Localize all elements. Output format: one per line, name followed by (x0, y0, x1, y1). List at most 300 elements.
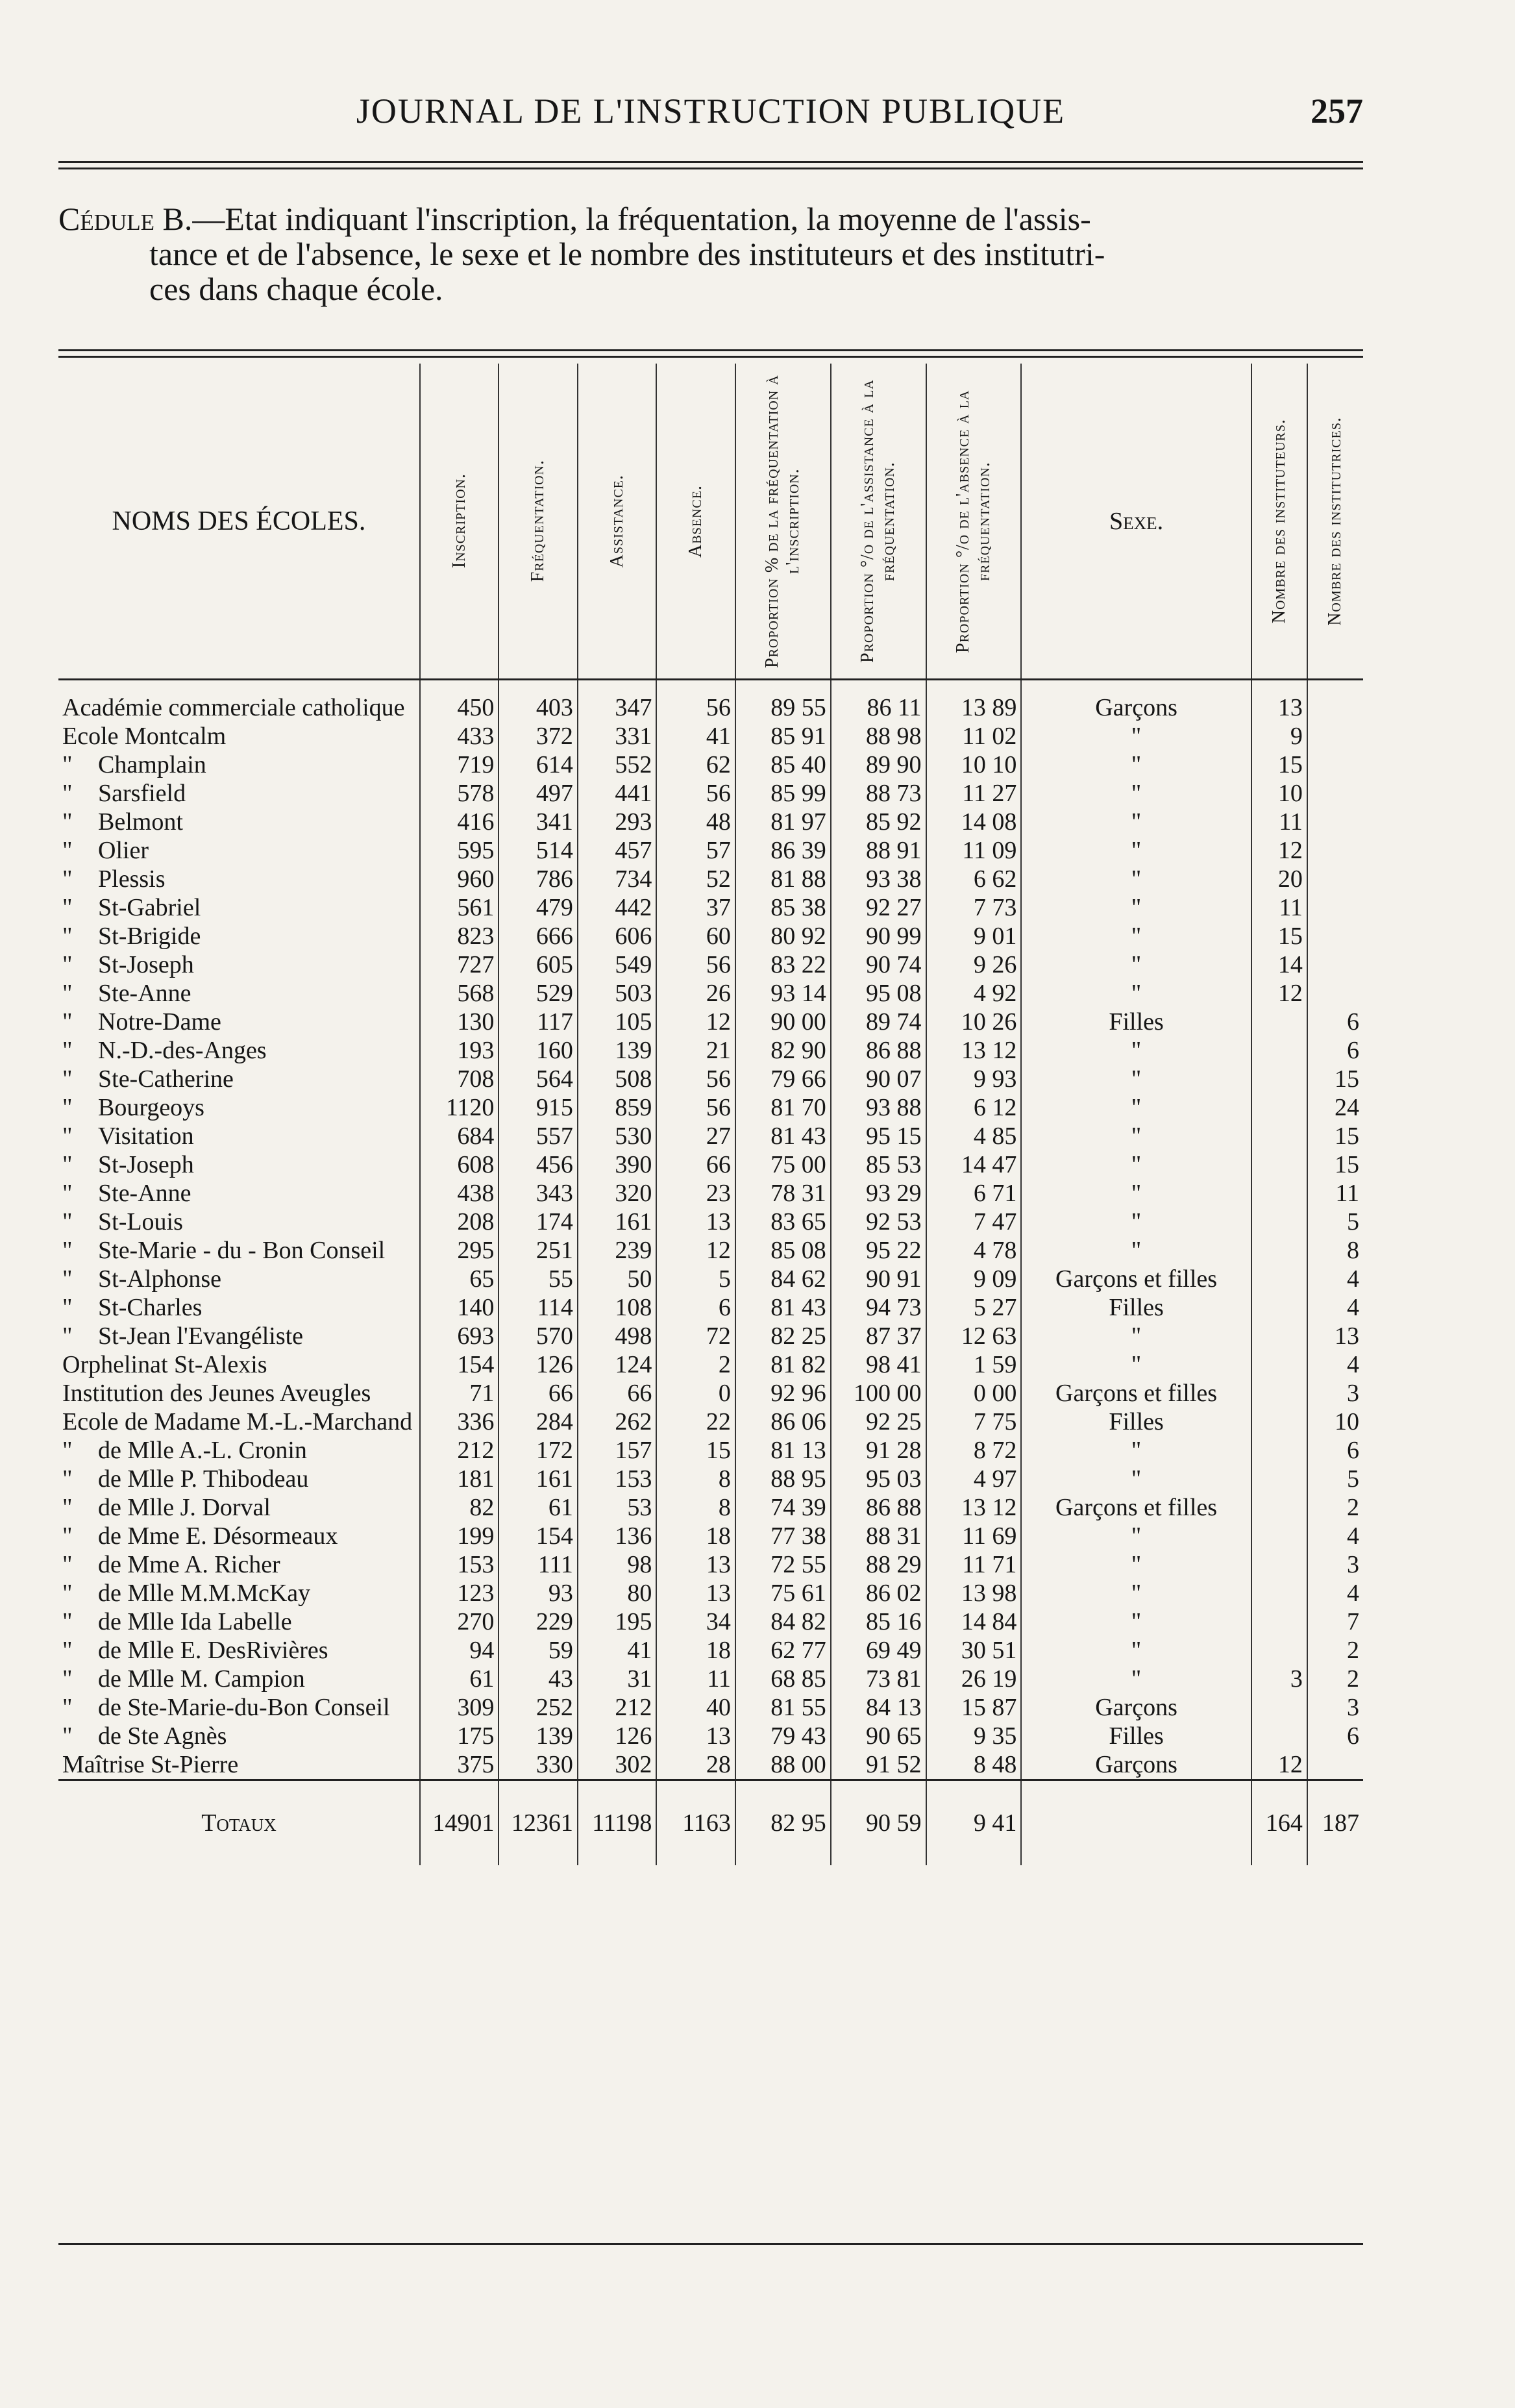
school-name-text: Champlain (98, 751, 206, 778)
cell-absence: 62 (656, 751, 735, 779)
table-rule-top-2 (58, 356, 1363, 358)
cell-prop-freq-inscription: 86 39 (735, 836, 831, 865)
school-name-text: N.-D.-des-Anges (98, 1037, 267, 1064)
cell-school-name (58, 1008, 420, 1036)
running-title: JOURNAL DE L'INSTRUCTION PUBLIQUE (356, 92, 1066, 130)
cell-institutrices: 8 (1307, 1236, 1363, 1265)
cell-inscription: 199 (420, 1522, 499, 1550)
cell-assistance: 53 (578, 1493, 657, 1522)
cell-assistance: 503 (578, 979, 657, 1008)
cell-prop-freq-inscription: 79 66 (735, 1065, 831, 1093)
cell-assistance: 105 (578, 1008, 657, 1036)
table-row (58, 1465, 1363, 1493)
cell-frequentation: 529 (499, 979, 578, 1008)
cell-prop-absence-freq: 13 12 (926, 1036, 1022, 1065)
cell-prop-assistance-freq: 73 81 (831, 1665, 926, 1693)
school-name (62, 1208, 415, 1236)
school-name (62, 1008, 415, 1036)
cell-inscription: 336 (420, 1408, 499, 1436)
cell-assistance: 157 (578, 1436, 657, 1465)
table-row (58, 979, 1363, 1008)
table-row (58, 1179, 1363, 1208)
header-institutrices-text: Nombre des institutrices. (1325, 416, 1346, 626)
cell-frequentation: 172 (499, 1436, 578, 1465)
cell-school-name (58, 680, 420, 723)
cell-sexe: " (1021, 1093, 1251, 1122)
cell-assistance: 41 (578, 1636, 657, 1665)
cell-prop-freq-inscription: 85 91 (735, 722, 831, 751)
cell-prop-assistance-freq: 92 25 (831, 1408, 926, 1436)
ditto-mark: " (62, 1265, 73, 1293)
cell-inscription: 65 (420, 1265, 499, 1293)
cell-prop-freq-inscription: 68 85 (735, 1665, 831, 1693)
cell-instituteurs (1251, 1693, 1307, 1722)
cell-prop-assistance-freq: 85 16 (831, 1607, 926, 1636)
cell-sexe: Garçons (1021, 680, 1251, 723)
cell-prop-absence-freq: 1 59 (926, 1350, 1022, 1379)
header-absence-text: Absence. (685, 484, 706, 558)
cell-sexe: " (1021, 1150, 1251, 1179)
header-prop-absence-freq (926, 364, 1022, 680)
cell-inscription: 181 (420, 1465, 499, 1493)
caption-lead: Cédule B. (58, 201, 193, 237)
cell-absence: 13 (656, 1208, 735, 1236)
cell-assistance: 98 (578, 1550, 657, 1579)
cell-prop-absence-freq: 7 47 (926, 1208, 1022, 1236)
cell-absence: 48 (656, 808, 735, 836)
table-row (58, 865, 1363, 893)
cell-school-name (58, 722, 420, 751)
cell-prop-absence-freq: 7 75 (926, 1408, 1022, 1436)
cell-inscription: 154 (420, 1350, 499, 1379)
cell-absence: 2 (656, 1350, 735, 1379)
cell-school-name (58, 1150, 420, 1179)
cell-inscription: 130 (420, 1008, 499, 1036)
cell-instituteurs (1251, 1607, 1307, 1636)
cell-prop-absence-freq: 13 98 (926, 1579, 1022, 1607)
cell-frequentation: 174 (499, 1208, 578, 1236)
cell-institutrices: 2 (1307, 1665, 1363, 1693)
header-noms-des-ecoles: NOMS DES ÉCOLES. (58, 364, 420, 680)
ditto-mark: " (62, 980, 73, 1007)
cell-prop-assistance-freq: 86 11 (831, 680, 926, 723)
cell-assistance: 80 (578, 1579, 657, 1607)
cell-prop-freq-inscription: 82 25 (735, 1322, 831, 1350)
cell-institutrices: 6 (1307, 1008, 1363, 1036)
cell-frequentation: 514 (499, 836, 578, 865)
school-name-text: St-Jean l'Evangéliste (98, 1322, 304, 1350)
cell-prop-absence-freq: 14 08 (926, 808, 1022, 836)
cell-absence: 56 (656, 779, 735, 808)
cell-frequentation: 93 (499, 1579, 578, 1607)
school-name-text: St-Alphonse (98, 1265, 221, 1293)
ditto-mark: " (62, 894, 73, 921)
school-name-text: Ste-Anne (98, 980, 191, 1007)
cell-frequentation: 666 (499, 922, 578, 950)
cell-school-name (58, 1665, 420, 1693)
cell-absence: 11 (656, 1665, 735, 1693)
cell-assistance: 66 (578, 1379, 657, 1408)
cell-institutrices: 11 (1307, 1179, 1363, 1208)
cell-absence: 6 (656, 1293, 735, 1322)
cell-absence: 5 (656, 1265, 735, 1293)
cell-sexe: " (1021, 1579, 1251, 1607)
cell-assistance: 552 (578, 751, 657, 779)
ditto-mark: " (62, 1694, 73, 1721)
header-prop-freq-inscription-text: Proportion % de la fréquentation à l'inscription. (762, 374, 804, 668)
cell-school-name (58, 1208, 420, 1236)
table-row (58, 1636, 1363, 1665)
cell-prop-assistance-freq: 86 88 (831, 1493, 926, 1522)
cell-frequentation: 66 (499, 1379, 578, 1408)
cell-institutrices: 24 (1307, 1093, 1363, 1122)
school-name (62, 836, 415, 865)
cell-instituteurs: 20 (1251, 865, 1307, 893)
cell-prop-absence-freq: 8 72 (926, 1436, 1022, 1465)
cell-institutrices: 5 (1307, 1208, 1363, 1236)
cell-absence: 56 (656, 1065, 735, 1093)
table-footer (58, 1780, 1363, 1866)
cell-frequentation: 605 (499, 950, 578, 979)
cell-assistance: 293 (578, 808, 657, 836)
table-row (58, 779, 1363, 808)
cell-sexe: " (1021, 1607, 1251, 1636)
table-row (58, 680, 1363, 723)
school-name (62, 1465, 415, 1493)
cell-absence: 37 (656, 893, 735, 922)
school-name-text: Ste-Catherine (98, 1065, 234, 1093)
ditto-mark: " (62, 808, 73, 836)
ditto-mark: " (62, 1294, 73, 1321)
cell-school-name (58, 1322, 420, 1350)
cell-prop-assistance-freq: 86 88 (831, 1036, 926, 1065)
ditto-mark: " (62, 837, 73, 864)
cell-prop-freq-inscription: 85 38 (735, 893, 831, 922)
cell-instituteurs (1251, 1122, 1307, 1150)
cell-instituteurs: 12 (1251, 979, 1307, 1008)
table-row (58, 751, 1363, 779)
cell-school-name (58, 1465, 420, 1493)
cell-assistance: 331 (578, 722, 657, 751)
cell-prop-assistance-freq: 93 29 (831, 1179, 926, 1208)
table-row (58, 1265, 1363, 1293)
ditto-mark: " (62, 1637, 73, 1664)
cell-prop-freq-inscription: 90 00 (735, 1008, 831, 1036)
cell-prop-absence-freq: 0 00 (926, 1379, 1022, 1408)
cell-institutrices: 4 (1307, 1350, 1363, 1379)
header-rule-bottom (58, 168, 1363, 169)
cell-prop-assistance-freq: 93 38 (831, 865, 926, 893)
cell-school-name (58, 836, 420, 865)
cell-instituteurs (1251, 1379, 1307, 1408)
cell-school-name (58, 1065, 420, 1093)
school-name (62, 1408, 415, 1436)
ditto-mark: " (62, 751, 73, 778)
cell-inscription: 960 (420, 865, 499, 893)
cell-prop-absence-freq: 10 26 (926, 1008, 1022, 1036)
cell-frequentation: 111 (499, 1550, 578, 1579)
school-name (62, 1150, 415, 1179)
cell-assistance: 734 (578, 865, 657, 893)
cell-prop-assistance-freq: 95 08 (831, 979, 926, 1008)
ditto-mark: " (62, 923, 73, 950)
cell-instituteurs: 13 (1251, 680, 1307, 723)
cell-inscription: 450 (420, 680, 499, 723)
cell-institutrices: 3 (1307, 1379, 1363, 1408)
header-row (58, 364, 1363, 680)
cell-absence: 26 (656, 979, 735, 1008)
cell-frequentation: 284 (499, 1408, 578, 1436)
cell-prop-freq-inscription: 75 61 (735, 1579, 831, 1607)
cell-sexe: " (1021, 950, 1251, 979)
cell-sexe: " (1021, 1522, 1251, 1550)
school-name (62, 1179, 415, 1208)
school-name-text: de Mlle P. Thibodeau (98, 1465, 309, 1493)
caption-line-3: ces dans chaque école. (149, 271, 443, 307)
caption-text-1: —Etat indiquant l'inscription, la fréquentation, la moyenne de l'assis- (192, 201, 1091, 237)
school-name (62, 1236, 415, 1265)
cell-prop-freq-inscription: 86 06 (735, 1408, 831, 1436)
header-inscription-text: Inscription. (449, 473, 469, 569)
cell-instituteurs (1251, 1493, 1307, 1522)
cell-sexe: " (1021, 1179, 1251, 1208)
cell-prop-freq-inscription: 81 97 (735, 808, 831, 836)
ditto-mark: " (62, 1722, 73, 1750)
table-row (58, 1550, 1363, 1579)
cell-institutrices: 2 (1307, 1636, 1363, 1665)
cell-assistance: 390 (578, 1150, 657, 1179)
cell-inscription: 61 (420, 1665, 499, 1693)
cell-prop-freq-inscription: 81 82 (735, 1350, 831, 1379)
cell-instituteurs (1251, 1550, 1307, 1579)
school-name-text: Académie commerciale catholique (62, 694, 405, 721)
ditto-mark: " (62, 1008, 73, 1036)
cell-prop-freq-inscription: 77 38 (735, 1522, 831, 1550)
cell-school-name (58, 1093, 420, 1122)
cell-prop-freq-inscription: 84 82 (735, 1607, 831, 1636)
table-row (58, 1122, 1363, 1150)
ditto-mark: " (62, 1151, 73, 1178)
cell-institutrices (1307, 680, 1363, 723)
cell-school-name (58, 1522, 420, 1550)
cell-prop-absence-freq: 12 63 (926, 1322, 1022, 1350)
cell-inscription: 823 (420, 922, 499, 950)
cell-frequentation: 564 (499, 1065, 578, 1093)
cell-school-name (58, 1550, 420, 1579)
school-name-text: de Ste Agnès (98, 1722, 227, 1750)
cell-assistance: 262 (578, 1408, 657, 1436)
school-name (62, 893, 415, 922)
cell-inscription: 71 (420, 1379, 499, 1408)
cell-inscription: 295 (420, 1236, 499, 1265)
school-name-text: St-Joseph (98, 1151, 194, 1178)
cell-prop-assistance-freq: 90 99 (831, 922, 926, 950)
table-row (58, 1093, 1363, 1122)
school-name-text: de Mlle M.M.McKay (98, 1580, 311, 1607)
cell-prop-freq-inscription: 85 08 (735, 1236, 831, 1265)
cell-prop-freq-inscription: 79 43 (735, 1722, 831, 1750)
cell-inscription: 375 (420, 1750, 499, 1780)
table-row (58, 1665, 1363, 1693)
cell-instituteurs (1251, 1065, 1307, 1093)
table-row (58, 922, 1363, 950)
cell-prop-assistance-freq: 98 41 (831, 1350, 926, 1379)
cell-prop-assistance-freq: 85 92 (831, 808, 926, 836)
school-name (62, 1579, 415, 1607)
school-name (62, 1550, 415, 1579)
cell-absence: 13 (656, 1579, 735, 1607)
cell-instituteurs (1251, 1150, 1307, 1179)
school-name (62, 865, 415, 893)
table-row (58, 836, 1363, 865)
cell-school-name (58, 1750, 420, 1780)
cell-prop-absence-freq: 13 12 (926, 1493, 1022, 1522)
school-name-text: de Ste-Marie-du-Bon Conseil (98, 1694, 390, 1721)
cell-frequentation: 614 (499, 751, 578, 779)
cell-school-name (58, 1036, 420, 1065)
cell-prop-assistance-freq: 90 74 (831, 950, 926, 979)
cell-prop-assistance-freq: 88 98 (831, 722, 926, 751)
table-row (58, 1693, 1363, 1722)
cell-inscription: 561 (420, 893, 499, 922)
cell-frequentation: 114 (499, 1293, 578, 1322)
header-frequentation (499, 364, 578, 680)
cell-assistance: 239 (578, 1236, 657, 1265)
ditto-mark: " (62, 1522, 73, 1550)
cell-absence: 12 (656, 1236, 735, 1265)
cell-school-name (58, 1493, 420, 1522)
cell-instituteurs: 12 (1251, 836, 1307, 865)
school-name (62, 1693, 415, 1722)
cell-institutrices: 4 (1307, 1579, 1363, 1607)
cell-assistance: 31 (578, 1665, 657, 1693)
school-name-text: Visitation (98, 1123, 194, 1150)
cell-frequentation: 43 (499, 1665, 578, 1693)
school-name-text: Orphelinat St-Alexis (62, 1351, 267, 1378)
cell-prop-assistance-freq: 69 49 (831, 1636, 926, 1665)
cell-assistance: 161 (578, 1208, 657, 1236)
table-row (58, 1579, 1363, 1607)
cell-prop-assistance-freq: 93 88 (831, 1093, 926, 1122)
school-name-text: Institution des Jeunes Aveugles (62, 1380, 371, 1407)
cell-prop-freq-inscription: 81 13 (735, 1436, 831, 1465)
table-row (58, 1408, 1363, 1436)
cell-prop-absence-freq: 14 84 (926, 1607, 1022, 1636)
school-name (62, 1750, 415, 1779)
cell-prop-absence-freq: 7 73 (926, 893, 1022, 922)
cell-frequentation: 154 (499, 1522, 578, 1550)
cell-instituteurs (1251, 1465, 1307, 1493)
cell-assistance: 859 (578, 1093, 657, 1122)
cell-absence: 56 (656, 950, 735, 979)
cell-prop-freq-inscription: 81 55 (735, 1693, 831, 1722)
school-name-text: St-Charles (98, 1294, 203, 1321)
cell-absence: 8 (656, 1465, 735, 1493)
cell-assistance: 530 (578, 1122, 657, 1150)
cell-frequentation: 330 (499, 1750, 578, 1780)
ditto-mark: " (62, 1237, 73, 1264)
cell-inscription: 693 (420, 1322, 499, 1350)
cell-frequentation: 139 (499, 1722, 578, 1750)
cell-absence: 8 (656, 1493, 735, 1522)
cell-prop-assistance-freq: 84 13 (831, 1693, 926, 1722)
cell-prop-freq-inscription: 81 70 (735, 1093, 831, 1122)
cell-frequentation: 117 (499, 1008, 578, 1036)
totals-prop-freq-inscription: 82 95 (735, 1780, 831, 1866)
cell-sexe: " (1021, 1436, 1251, 1465)
cell-frequentation: 341 (499, 808, 578, 836)
cell-frequentation: 557 (499, 1122, 578, 1150)
cell-absence: 21 (656, 1036, 735, 1065)
table-row (58, 1493, 1363, 1522)
cell-institutrices: 3 (1307, 1550, 1363, 1579)
school-name (62, 779, 415, 808)
cell-prop-freq-inscription: 88 95 (735, 1465, 831, 1493)
table-row (58, 1208, 1363, 1236)
cell-instituteurs (1251, 1436, 1307, 1465)
cell-sexe: Garçons (1021, 1693, 1251, 1722)
cell-institutrices: 6 (1307, 1436, 1363, 1465)
ditto-mark: " (62, 1322, 73, 1350)
school-name (62, 1122, 415, 1150)
cell-instituteurs (1251, 1036, 1307, 1065)
cell-instituteurs (1251, 1008, 1307, 1036)
cell-sexe: " (1021, 1065, 1251, 1093)
school-name-text: St-Brigide (98, 923, 201, 950)
cell-school-name (58, 1350, 420, 1379)
cell-sexe: Garçons et filles (1021, 1265, 1251, 1293)
school-name-text: Ste-Marie - du - Bon Conseil (98, 1237, 386, 1264)
cell-inscription: 82 (420, 1493, 499, 1522)
caption-line-2: tance et de l'absence, le sexe et le nombre des instituteurs et des institutri- (149, 236, 1105, 272)
cell-prop-assistance-freq: 100 00 (831, 1379, 926, 1408)
cell-institutrices: 4 (1307, 1522, 1363, 1550)
cell-inscription: 123 (420, 1579, 499, 1607)
cell-prop-assistance-freq: 88 91 (831, 836, 926, 865)
cell-instituteurs: 9 (1251, 722, 1307, 751)
table-row (58, 808, 1363, 836)
cell-assistance: 136 (578, 1522, 657, 1550)
cell-sexe: " (1021, 1208, 1251, 1236)
cell-sexe: Filles (1021, 1293, 1251, 1322)
cell-school-name (58, 865, 420, 893)
cell-assistance: 441 (578, 779, 657, 808)
cell-instituteurs (1251, 1636, 1307, 1665)
school-name (62, 693, 415, 722)
cell-instituteurs (1251, 1579, 1307, 1607)
cell-sexe: " (1021, 1465, 1251, 1493)
cell-prop-assistance-freq: 90 91 (831, 1265, 926, 1293)
cell-absence: 18 (656, 1636, 735, 1665)
cell-prop-assistance-freq: 89 74 (831, 1008, 926, 1036)
cell-prop-absence-freq: 5 27 (926, 1293, 1022, 1322)
cell-inscription: 193 (420, 1036, 499, 1065)
cell-school-name (58, 808, 420, 836)
cell-frequentation: 343 (499, 1179, 578, 1208)
cell-inscription: 578 (420, 779, 499, 808)
table-caption (58, 201, 1363, 306)
cell-institutrices (1307, 808, 1363, 836)
cell-prop-assistance-freq: 91 52 (831, 1750, 926, 1780)
cell-sexe: " (1021, 808, 1251, 836)
cell-school-name (58, 893, 420, 922)
cell-school-name (58, 1122, 420, 1150)
table-row (58, 1722, 1363, 1750)
cell-inscription: 608 (420, 1150, 499, 1179)
cell-frequentation: 372 (499, 722, 578, 751)
header-institutrices (1307, 364, 1363, 680)
cell-institutrices (1307, 893, 1363, 922)
